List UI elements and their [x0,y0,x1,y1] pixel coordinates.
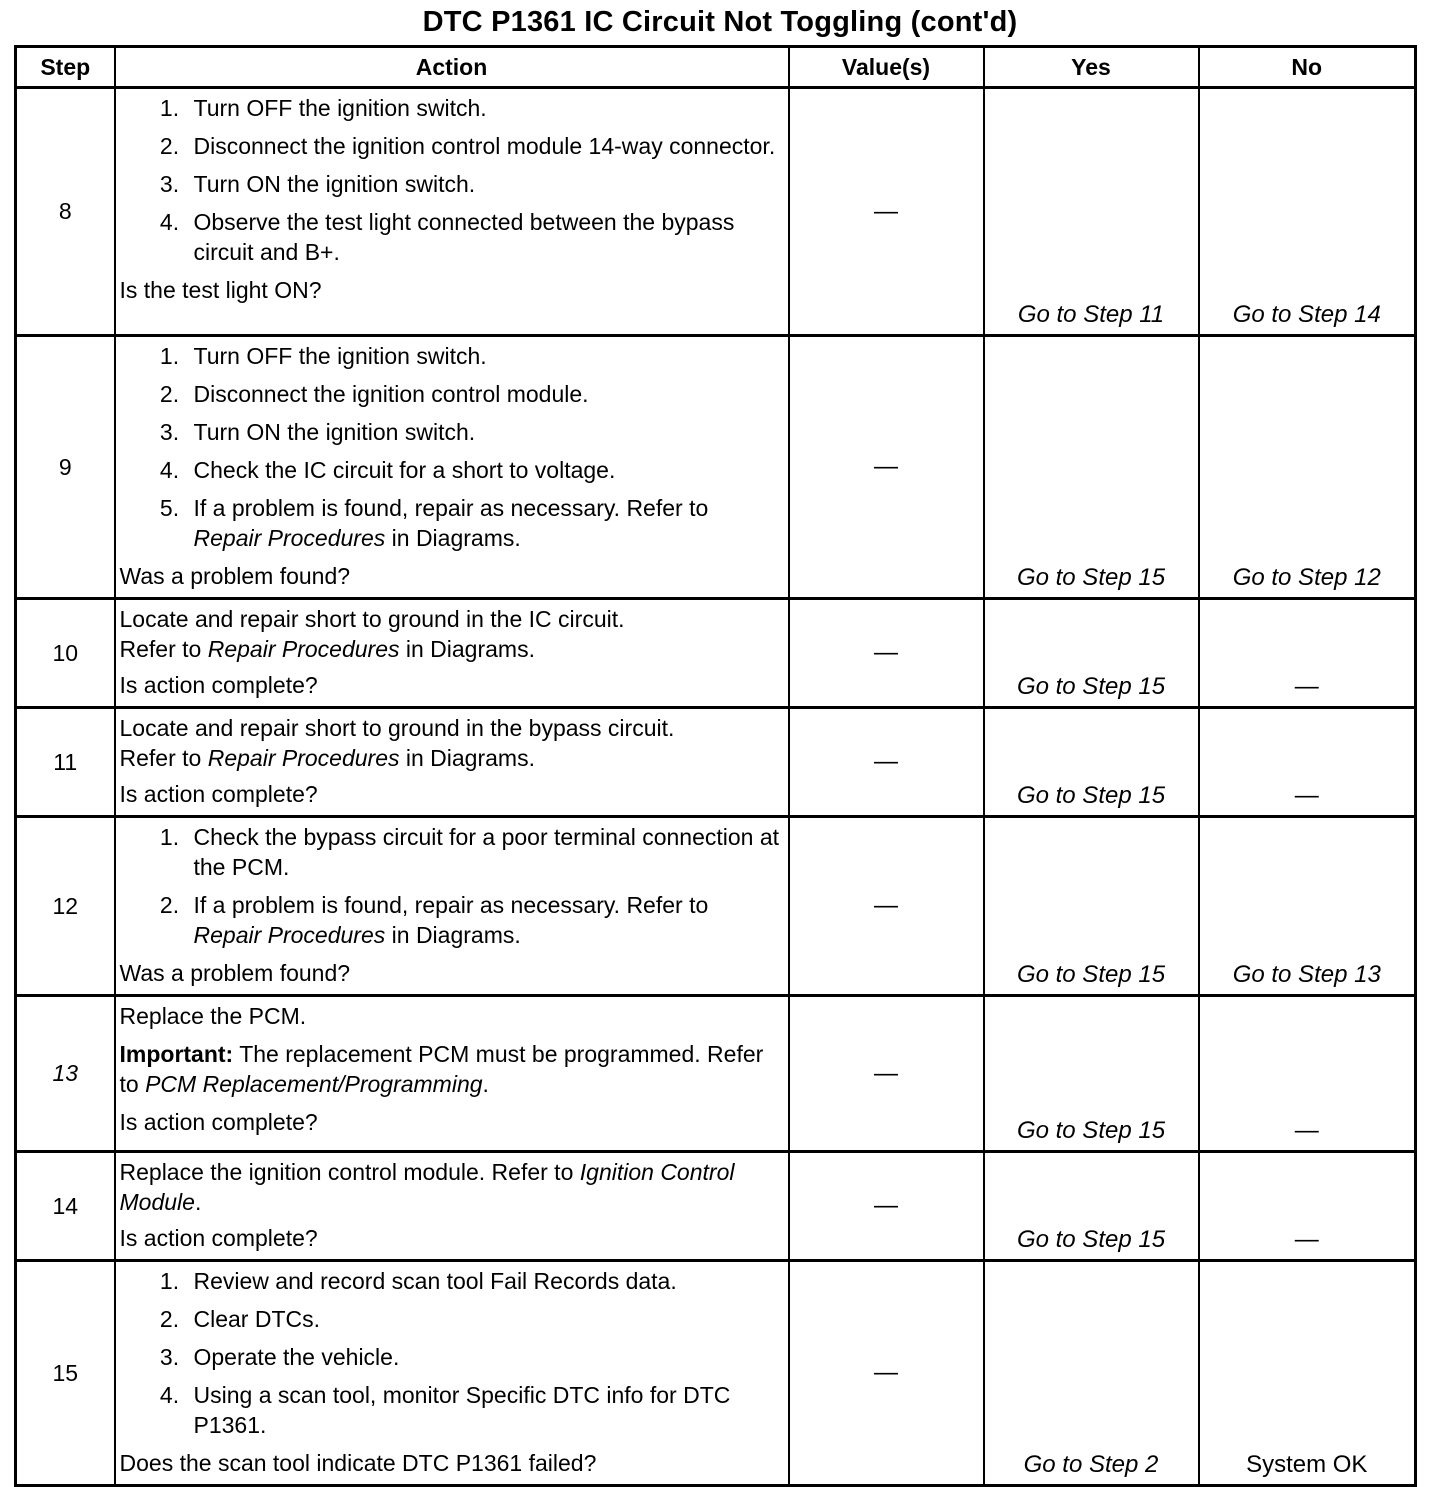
action-text: If a problem is found, repair as necessary. Refer to [193,892,709,918]
action-reference-line [120,743,782,773]
value-dash: — [874,197,898,225]
column-header-step: Step [16,47,115,88]
step-number: 15 [16,1261,115,1486]
action-cell [115,817,789,996]
step-number: 8 [16,88,115,336]
no-cell [1199,1261,1416,1486]
value-dash: — [874,453,898,480]
value-dash: — [874,1059,898,1087]
value-cell [789,817,984,996]
action-step: 4. Observe the test light connected between the bypass circuit and B+. [186,207,782,267]
action-cell [115,88,789,336]
yes-go-to-step: Go to Step 15 [1016,1117,1166,1144]
action-step: 1. Review and record scan tool Fail Records data. [186,1266,782,1296]
action-text: Refer to [119,745,208,771]
action-step: 3. Turn ON the ignition switch. [186,169,782,199]
table-row [16,336,1416,599]
action-text: If a problem is found, repair as necessary. Refer to [193,495,709,521]
action-step [186,493,782,553]
column-header-no: No [1199,47,1416,88]
value-dash: — [874,1192,898,1219]
action-text: in Diagrams. [385,922,521,948]
value-cell [789,1261,984,1486]
important-note [120,1039,782,1099]
yes-cell [984,88,1199,336]
repair-procedures-reference: Repair Procedures [193,525,386,551]
value-cell [789,1152,984,1261]
action-text: Locate and repair short to ground in the IC circuit. [119,606,625,632]
yes-go-to-step: Go to Step 15 [1016,782,1166,809]
action-text: . [194,1189,202,1215]
table-row [16,708,1416,817]
step-number: 12 [16,817,115,996]
value-cell [789,708,984,817]
action-step: 2. Disconnect the ignition control module 14-way connector. [186,131,782,161]
action-step: 3. Turn ON the ignition switch. [186,417,782,447]
action-question: Is the test light ON? [119,277,322,303]
value-cell [789,599,984,708]
action-question: Is action complete? [119,1109,318,1135]
action-step: 1. Turn OFF the ignition switch. [186,93,782,123]
repair-procedures-reference: Repair Procedures [207,636,400,662]
table-row [16,88,1416,336]
action-step: 1. Check the bypass circuit for a poor terminal connection at the PCM. [186,822,782,882]
no-cell [1199,817,1416,996]
action-cell [115,708,789,817]
page-title: DTC P1361 IC Circuit Not Toggling (cont'd) [422,6,1018,38]
action-step: 1. Turn OFF the ignition switch. [186,341,782,371]
pcm-programming-reference: PCM Replacement/Programming [145,1071,483,1097]
value-dash: — [874,748,898,775]
action-cell [115,1261,789,1486]
yes-go-to-step: Go to Step 2 [1023,1451,1159,1478]
yes-go-to-step: Go to Step 15 [1016,673,1166,700]
action-step: 4. Using a scan tool, monitor Specific DTC info for DTC P1361. [186,1380,782,1440]
no-dash: — [1294,1117,1319,1144]
step-number: 11 [16,708,115,817]
no-cell [1199,708,1416,817]
repair-procedures-reference: Repair Procedures [207,745,400,771]
action-step: 2. Disconnect the ignition control module. [186,379,782,409]
yes-cell [984,1261,1199,1486]
action-text: Replace the ignition control module. Refer to [119,1159,580,1185]
step-number: 14 [16,1152,115,1261]
yes-go-to-step: Go to Step 15 [1016,1226,1166,1253]
table-header-row [16,47,1416,88]
action-cell [115,996,789,1152]
action-reference-line [120,634,782,664]
value-dash: — [874,1359,898,1386]
no-cell [1199,599,1416,708]
value-cell [789,336,984,599]
yes-go-to-step: Go to Step 11 [1017,301,1165,328]
action-question: Does the scan tool indicate DTC P1361 failed? [119,1450,597,1476]
action-question: Is action complete? [119,1225,318,1251]
value-dash: — [874,892,898,919]
table-row [16,996,1416,1152]
action-question: Was a problem found? [119,563,351,589]
step-number: 10 [16,599,115,708]
action-text: Locate and repair short to ground in the bypass circuit. [119,715,675,741]
action-text: Replace the PCM. [119,1003,307,1029]
action-cell [115,336,789,599]
value-cell [789,996,984,1152]
repair-procedures-reference: Repair Procedures [193,922,386,948]
no-go-to-step: Go to Step 13 [1232,961,1381,988]
value-dash: — [874,639,898,666]
no-go-to-step: Go to Step 12 [1232,564,1381,591]
action-text: Refer to [119,636,208,662]
action-question: Is action complete? [119,781,318,807]
column-header-yes: Yes [984,47,1199,88]
yes-go-to-step: Go to Step 15 [1016,961,1166,988]
step-number: 9 [16,336,115,599]
yes-cell [984,708,1199,817]
no-dash: — [1294,673,1319,700]
yes-cell [984,599,1199,708]
no-cell [1199,336,1416,599]
action-text: in Diagrams. [399,636,535,662]
action-text: in Diagrams. [385,525,521,551]
no-dash: — [1294,1226,1319,1253]
diagnostic-table [14,45,1417,1487]
action-step: 2. Clear DTCs. [186,1304,782,1334]
action-reference-line [120,1157,782,1217]
action-steps [120,341,782,553]
column-header-values: Value(s) [789,47,984,88]
action-text: . [482,1071,489,1097]
yes-cell [984,1152,1199,1261]
action-step: 4. Check the IC circuit for a short to voltage. [186,455,782,485]
step-number: 13 [16,996,115,1152]
no-cell [1199,88,1416,336]
action-question: Was a problem found? [119,960,351,986]
no-system-ok: System OK [1246,1451,1368,1478]
table-row [16,1261,1416,1486]
action-step [186,890,782,950]
no-go-to-step: Go to Step 14 [1232,301,1381,328]
action-cell [115,599,789,708]
action-steps [120,93,782,267]
action-text: The replacement PCM must be programmed. Refer to [119,1041,764,1097]
yes-go-to-step: Go to Step 15 [1016,564,1166,591]
action-step: 3. Operate the vehicle. [186,1342,782,1372]
action-steps [120,822,782,950]
action-cell [115,1152,789,1261]
no-cell [1199,1152,1416,1261]
no-dash: — [1294,782,1319,809]
no-cell [1199,996,1416,1152]
ignition-module-reference: Ignition Control Module [119,1159,735,1215]
yes-cell [984,817,1199,996]
yes-cell [984,996,1199,1152]
value-cell [789,88,984,336]
table-row [16,599,1416,708]
important-label: Important: [119,1041,234,1067]
action-text: in Diagrams. [399,745,535,771]
action-question: Is action complete? [119,672,318,698]
yes-cell [984,336,1199,599]
table-row [16,817,1416,996]
action-steps [120,1266,782,1440]
column-header-action: Action [115,47,789,88]
table-row [16,1152,1416,1261]
